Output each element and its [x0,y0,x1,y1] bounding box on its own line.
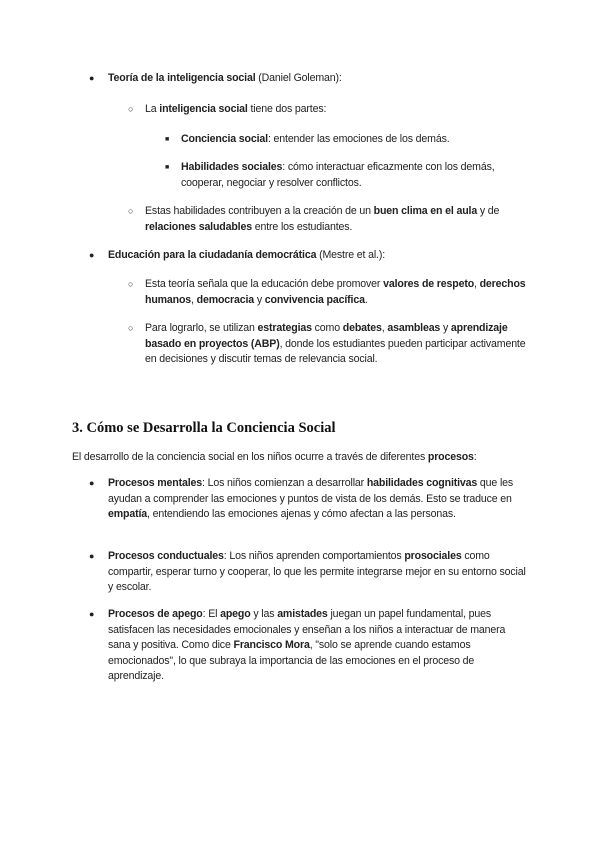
list-item-conciencia-social: Conciencia social: entender las emociones de los demás. [181,133,450,145]
bullet-disc-icon: ● [89,250,95,260]
bullet-square-icon: ■ [165,136,170,143]
list-item-goleman: Teoría de la inteligencia social (Daniel Goleman): [108,72,342,84]
bullet-circle-icon: ○ [128,104,134,114]
bullet-disc-icon: ● [89,609,95,619]
list-item-buen-clima: Estas habilidades contribuyen a la creación de un buen clima en el aula y de relaciones saludables entre los estudiantes. [145,205,500,233]
section-heading: 3. Cómo se Desarrolla la Conciencia Social [72,420,336,436]
bullet-disc-icon: ● [89,551,95,561]
list-item-estrategias: Para lograrlo, se utilizan estrategias como debates, asambleas y aprendizaje basado en proyectos (ABP), donde los estudiantes pueden participar activamente en decisiones y discutir temas de relevancia social. [145,322,526,365]
list-item-two-parts: La inteligencia social tiene dos partes: [145,103,327,115]
bullet-circle-icon: ○ [128,279,134,289]
list-item-procesos-apego: Procesos de apego: El apego y las amistades juegan un papel fundamental, pues satisfacen las necesidades emocionales y enseñan a los niños a interactuar de manera sana y positiva. Como dice Francisco Mora, "solo se aprende cuando estamos emocionados", lo que subraya la importancia de las emociones en el proceso de aprendizaje. [108,608,506,682]
list-item-procesos-conductuales: Procesos conductuales: Los niños aprenden comportamientos prosociales como compartir, esperar turno y cooperar, lo que les permite integrarse mejor en su entorno social y escolar. [108,550,526,593]
bullet-disc-icon: ● [89,73,95,83]
list-item-habilidades-sociales: Habilidades sociales: cómo interactuar eficazmente con los demás, cooperar, negociar y resolver conflictos. [181,161,495,189]
section-intro: El desarrollo de la conciencia social en los niños ocurre a través de diferentes procesos: [72,451,477,463]
list-item-ciudadania: Educación para la ciudadanía democrática (Mestre et al.): [108,249,385,261]
bullet-circle-icon: ○ [128,323,134,333]
list-item-procesos-mentales: Procesos mentales: Los niños comienzan a desarrollar habilidades cognitivas que les ayudan a comprender las emociones y puntos de vista de los demás. Esto se traduce en empatía, entendiendo las emociones ajenas y cómo afectan a las personas. [108,477,514,520]
bullet-square-icon: ■ [165,164,170,171]
list-item-valores: Esta teoría señala que la educación debe promover valores de respeto, derechos humanos, democracia y convivencia pacífica. [145,278,526,306]
bullet-disc-icon: ● [89,478,95,488]
bullet-circle-icon: ○ [128,206,134,216]
